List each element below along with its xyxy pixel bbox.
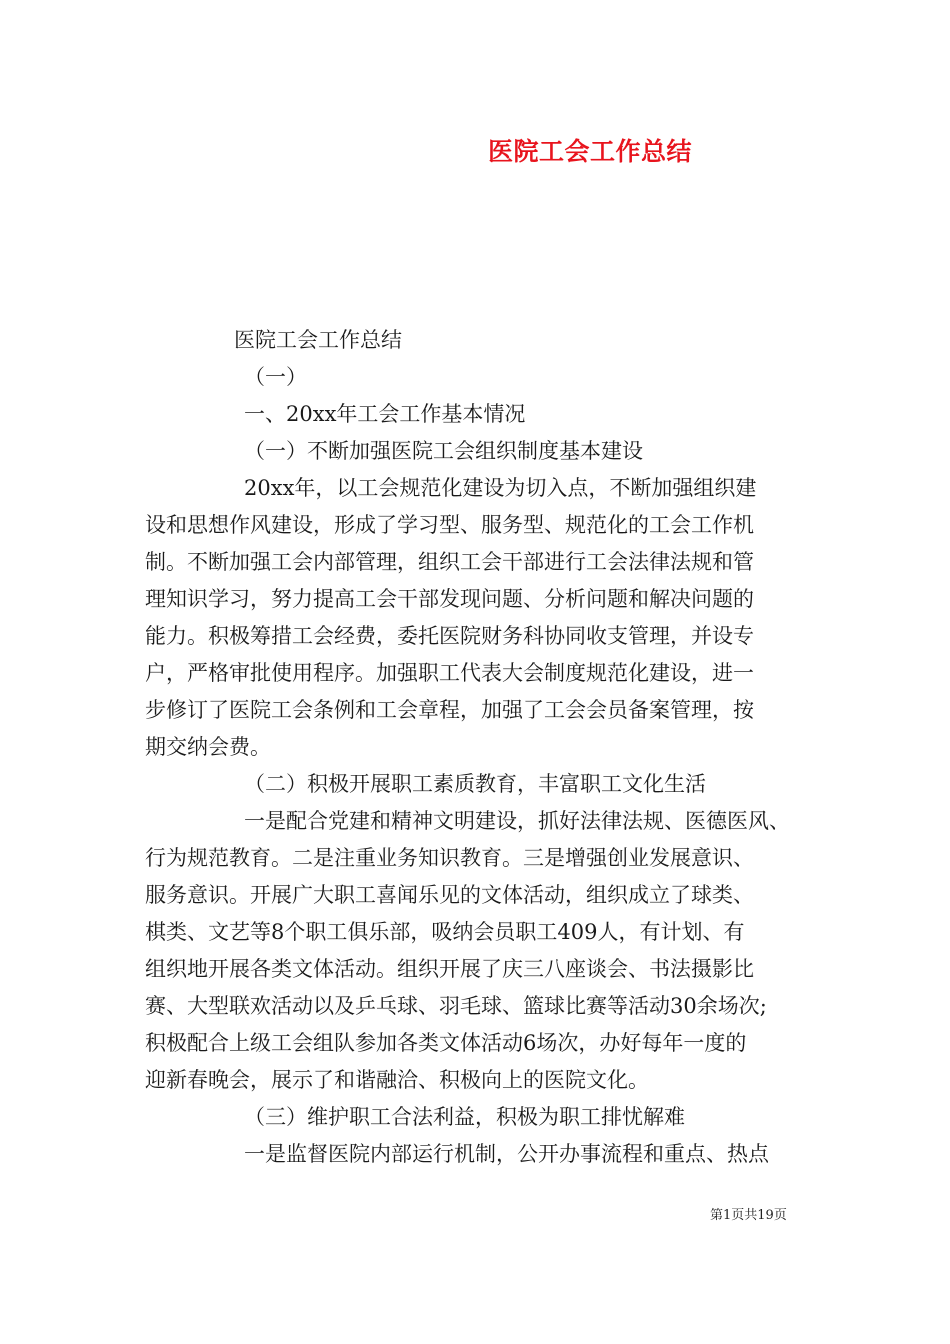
paragraph-line: 能力。积极筹措工会经费，委托医院财务科协同收支管理，并设专 xyxy=(145,624,754,648)
paragraph-line: 20xx年，以工会规范化建设为切入点，不断加强组织建 xyxy=(244,476,757,500)
subsection-heading: （一）不断加强医院工会组织制度基本建设 xyxy=(244,439,643,463)
document-title: 医院工会工作总结 xyxy=(488,137,693,166)
page-number-footer: 第1页共19页 xyxy=(710,1208,787,1223)
paragraph-line: 户，严格审批使用程序。加强职工代表大会制度规范化建设，进一 xyxy=(145,661,754,685)
paragraph-line: 积极配合上级工会组队参加各类文体活动6场次，办好每年一度的 xyxy=(145,1031,747,1055)
subsection-heading: （二）积极开展职工素质教育，丰富职工文化生活 xyxy=(244,772,706,796)
subsection-heading: （三）维护职工合法利益，积极为职工排忧解难 xyxy=(244,1105,685,1129)
paragraph-line: 设和思想作风建设，形成了学习型、服务型、规范化的工会工作机 xyxy=(145,513,754,537)
paragraph-line: 理知识学习，努力提高工会干部发现问题、分析问题和解决问题的 xyxy=(145,587,754,611)
paragraph-line: 步修订了医院工会条例和工会章程，加强了工会会员备案管理，按 xyxy=(145,698,754,722)
paragraph-line: 棋类、文艺等8个职工俱乐部，吸纳会员职工409人，有计划、有 xyxy=(145,920,745,944)
body-heading: 医院工会工作总结 xyxy=(234,328,402,352)
section-heading: 一、20xx年工会工作基本情况 xyxy=(244,402,526,426)
section-number: （一） xyxy=(244,365,307,389)
paragraph-line: 服务意识。开展广大职工喜闻乐见的文体活动，组织成立了球类、 xyxy=(145,883,754,907)
paragraph-line: 赛、大型联欢活动以及乒乓球、羽毛球、篮球比赛等活动30余场次; xyxy=(145,994,767,1018)
paragraph-line: 迎新春晚会，展示了和谐融洽、积极向上的医院文化。 xyxy=(145,1068,649,1092)
paragraph-line: 组织地开展各类文体活动。组织开展了庆三八座谈会、书法摄影比 xyxy=(145,957,754,981)
paragraph-line: 期交纳会费。 xyxy=(145,735,271,759)
paragraph-line: 制。不断加强工会内部管理，组织工会干部进行工会法律法规和管 xyxy=(145,550,754,574)
paragraph-line: 行为规范教育。二是注重业务知识教育。三是增强创业发展意识、 xyxy=(145,846,754,870)
paragraph-line: 一是监督医院内部运行机制，公开办事流程和重点、热点 xyxy=(244,1142,769,1166)
paragraph-line: 一是配合党建和精神文明建设，抓好法律法规、医德医风、 xyxy=(244,809,790,833)
